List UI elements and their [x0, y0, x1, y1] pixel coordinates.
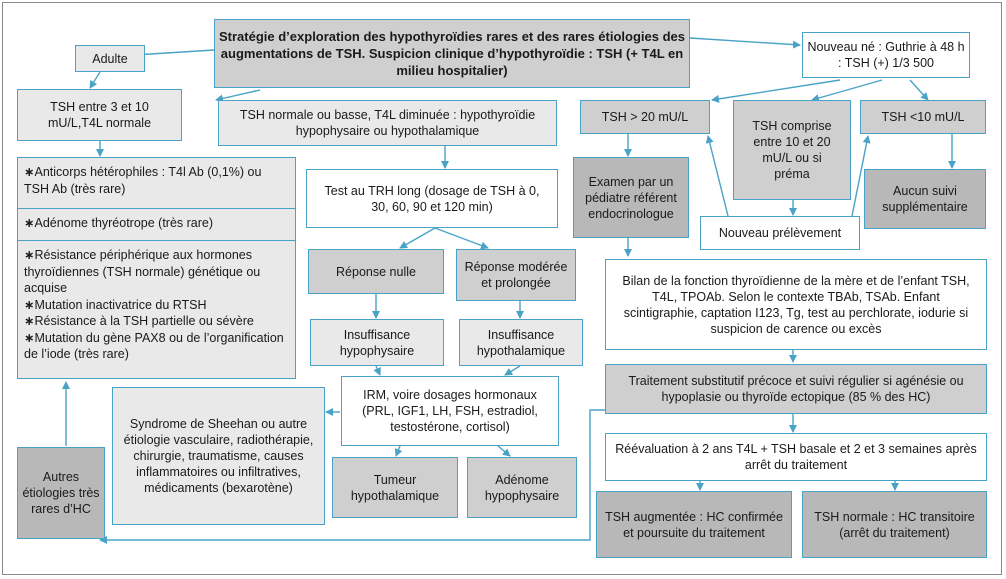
arrow-title-tshnormale: [216, 90, 260, 100]
adenome-hypophysaire-box: [467, 457, 577, 518]
examen-pediatre-box: [573, 157, 689, 238]
reponse-nulle-label: Réponse nulle: [336, 264, 416, 279]
list-item: ∗ Mutation inactivatrice du RTSH: [24, 297, 289, 314]
arrow-title-nouveaune: [690, 38, 800, 45]
adulte-label: Adulte: [92, 51, 128, 66]
aucun-suivi-box: [864, 169, 986, 229]
nouveau-prelevement-box: [700, 216, 860, 250]
nouveau-ne-label: Nouveau né : Guthrie à 48 h : TSH (+) 1/3 500: [807, 40, 965, 70]
arrow-insuff-irm-2: [505, 366, 520, 375]
tsh-normale-basse-label: TSH normale ou basse, T4L diminuée : hypothyroïdie hypophysaire ou hypothalamique: [239, 108, 536, 138]
reevaluation-box: [605, 433, 987, 481]
list-section-adenome: [18, 208, 295, 240]
list-item: ∗ Adénome thyréotrope (très rare): [24, 216, 213, 230]
tsh-3-10-box: [17, 89, 182, 141]
reponse-moderee-label: Réponse modérée et prolongée: [464, 260, 568, 290]
aucun-suivi-label: Aucun suivi supplémentaire: [882, 184, 968, 214]
tsh-sup20-box: [580, 100, 710, 134]
test-trh-label: Test au TRH long (dosage de TSH à 0, 30, 60, 90 et 120 min): [324, 183, 540, 214]
tsh-normale-hc-box: [802, 491, 987, 558]
insuff-hypophysaire-label: Insuffisance hypophysaire: [339, 327, 415, 358]
traitement-label: Traitement substitutif précoce et suivi régulier si agénésie ou hypoplasie ou thyroïde ectopique (85 % des HC): [628, 374, 964, 404]
list-section-resistances: [18, 240, 295, 366]
list-item: ∗ Résistance à la TSH partielle ou sévère: [24, 313, 289, 330]
tsh-sup20-label: TSH > 20 mU/L: [601, 110, 689, 124]
irm-box: [341, 376, 559, 446]
arrow-irm-adenome: [498, 446, 510, 456]
insuff-hypothalamique-label: Insuffisance hypothalamique: [476, 327, 566, 358]
autres-etiologies-box: [17, 447, 105, 539]
arrow-adulte-tsh310: [90, 72, 100, 88]
nouveau-prelevement-label: Nouveau prélèvement: [718, 226, 842, 240]
insuff-hypothalamique-box: [459, 319, 583, 366]
tsh-inf10-box: [860, 100, 986, 134]
bilan-label: Bilan de la fonction thyroïdienne de la mère et de l’enfant TSH, T4L, TPOAb. Selon le contexte TBAb, TSAb. Enfant scintigraphie, captation I123, Tg, test au perchlorate, iodurie si suspicion de carence ou excès: [622, 273, 970, 336]
arrow-insuff-irm-1: [376, 366, 380, 375]
examen-pediatre-label: Examen par un pédiatre référent endocrinologue: [585, 174, 677, 221]
insuff-hypophysaire-box: [310, 319, 444, 366]
reponse-nulle-box: [308, 249, 444, 294]
reevaluation-label: Réévaluation à 2 ans T4L + TSH basale et 2 et 3 semaines après arrêt du traitement: [615, 442, 977, 472]
test-trh-box: [306, 169, 558, 228]
tsh-10-20-box: [733, 100, 851, 200]
tsh-augmentee-label: TSH augmentée : HC confirmée et poursuite du traitement: [605, 509, 783, 540]
tsh-inf10-label: TSH <10 mU/L: [881, 110, 965, 124]
sheehan-box: [112, 387, 325, 525]
adenome-hypophysaire-label: Adénome hypophysaire: [484, 472, 560, 503]
list-item: ∗ Mutation du gène PAX8 ou de l’organification de l’iode (très rare): [24, 330, 289, 363]
arrow-trh-moderee: [435, 228, 488, 248]
list-item: ∗ Résistance périphérique aux hormones thyroïdiennes (TSH normale) génétique ou acquise: [24, 247, 289, 297]
autres-etiologies-label: Autres étiologies très rares d’HC: [22, 470, 100, 516]
tsh-normale-hc-label: TSH normale : HC transitoire (arrêt du traitement): [814, 509, 975, 540]
tsh-10-20-label: TSH comprise entre 10 et 20 mU/L ou si préma: [752, 119, 832, 181]
arrow-nne-inf10: [910, 80, 928, 100]
sheehan-label: Syndrome de Sheehan ou autre étiologie vasculaire, radiothérapie, chirurgie, traumatisme, causes inflammatoires ou infiltratives, médicaments (bexarotène): [123, 417, 314, 495]
irm-label: IRM, voire dosages hormonaux (PRL, IGF1, LH, FSH, estradiol, testostérone, cortisol): [362, 388, 538, 434]
tsh-3-10-label: TSH entre 3 et 10 mU/L,T4L normale: [47, 100, 152, 130]
arrow-prelevement-sup20: [708, 136, 728, 216]
bilan-box: [605, 259, 987, 350]
left-etiology-list: [17, 157, 296, 379]
arrow-trh-nulle: [400, 228, 435, 248]
tsh-normale-basse-box: [218, 100, 557, 146]
tsh-augmentee-box: [596, 491, 792, 558]
tumeur-box: [332, 457, 458, 518]
nouveau-ne-box: [802, 32, 970, 78]
arrow-title-adulte: [135, 50, 214, 55]
list-item: ∗ Anticorps hétérophiles : T4l Ab (0,1%) ou TSH Ab (très rare): [24, 165, 261, 196]
title-text: Stratégie d’exploration des hypothyroïdies rares et des rares étiologies des augmentations de TSH. Suspicion clinique d’hypothyroïdie : TSH (+ T4L en milieu hospitalier): [219, 28, 685, 79]
tumeur-label: Tumeur hypothalamique: [350, 472, 440, 503]
traitement-box: [605, 364, 987, 414]
title-box: [214, 19, 690, 88]
adulte-box: [75, 45, 145, 72]
arrow-irm-tumeur: [396, 446, 400, 456]
list-section-anticorps: [18, 158, 295, 208]
reponse-moderee-box: [456, 249, 576, 301]
